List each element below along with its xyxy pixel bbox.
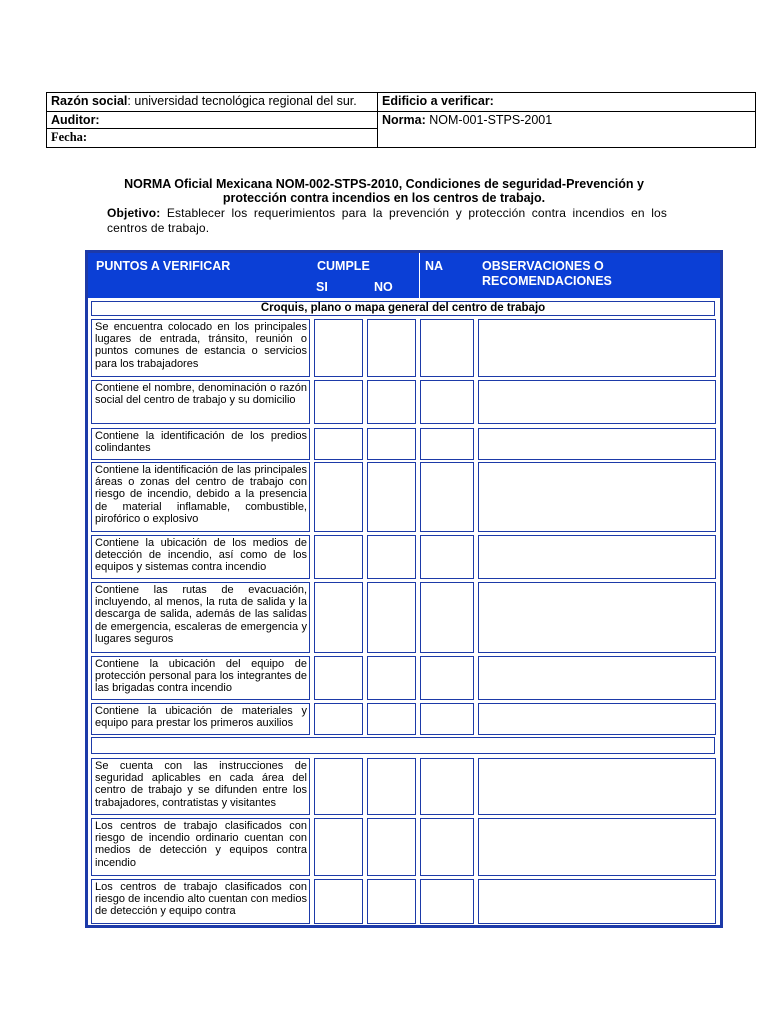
na-checkbox-cell[interactable] [420,703,474,735]
observations-field[interactable] [478,380,716,424]
si-checkbox-cell[interactable] [314,319,363,377]
observations-field[interactable] [478,879,716,924]
no-checkbox-cell[interactable] [367,656,416,700]
edificio-cell [378,93,756,112]
no-checkbox-cell[interactable] [367,703,416,735]
no-checkbox-cell[interactable] [367,380,416,424]
table-row [88,535,720,579]
observations-field[interactable] [478,703,716,735]
observations-field[interactable] [478,656,716,700]
objective-label: Objetivo: [107,206,161,220]
norma-value: NOM-001-STPS-2001 [425,113,553,127]
observations-field[interactable] [478,758,716,815]
si-checkbox-cell[interactable] [314,535,363,579]
row-description: Contiene la ubicación de los medios de detección de incendio, así como de los equipos y sistemas contra incendio [91,535,310,579]
razon-social-cell [47,93,378,112]
auditor-label: Auditor: [51,113,100,127]
si-checkbox-cell[interactable] [314,656,363,700]
observations-field[interactable] [478,535,716,579]
section-blank [91,737,715,754]
na-checkbox-cell[interactable] [420,582,474,653]
observations-field[interactable] [478,319,716,377]
section-croquis: Croquis, plano o mapa general del centro de trabajo [91,301,715,316]
header-divider [419,253,420,298]
table-row [88,879,720,924]
checklist-table [85,250,723,928]
razon-social-label: Razón social [51,94,128,108]
na-checkbox-cell[interactable] [420,879,474,924]
fecha-cell [47,129,378,148]
objective-text: Establecer los requerimientos para la prevención y protección contra incendios en los centros de trabajo. [107,206,667,235]
header-si: SI [316,280,328,294]
checklist-header [88,253,720,298]
edificio-label: Edificio a verificar: [382,94,494,108]
no-checkbox-cell[interactable] [367,758,416,815]
fecha-label: Fecha: [51,130,88,144]
si-checkbox-cell[interactable] [314,462,363,532]
na-checkbox-cell[interactable] [420,656,474,700]
norma-cell [378,112,756,148]
na-checkbox-cell[interactable] [420,462,474,532]
si-checkbox-cell[interactable] [314,703,363,735]
auditor-cell [47,112,378,129]
no-checkbox-cell[interactable] [367,462,416,532]
row-description: Se encuentra colocado en los principales lugares de entrada, tránsito, reunión o puntos comunes de estancia o servicios para los trabajadores [91,319,310,377]
si-checkbox-cell[interactable] [314,758,363,815]
header-cumple: CUMPLE [317,259,370,273]
norma-label: Norma: [382,113,426,127]
table-row [88,582,720,653]
header-puntos: PUNTOS A VERIFICAR [96,259,231,273]
no-checkbox-cell[interactable] [367,428,416,460]
si-checkbox-cell[interactable] [314,879,363,924]
na-checkbox-cell[interactable] [420,319,474,377]
table-row [88,319,720,377]
razon-social-value: : universidad tecnológica regional del sur. [127,94,357,108]
no-checkbox-cell[interactable] [367,818,416,876]
na-checkbox-cell[interactable] [420,428,474,460]
document-title: NORMA Oficial Mexicana NOM-002-STPS-2010, Condiciones de seguridad-Prevención y protección contra incendios en los centros de trabajo. [124,177,644,205]
table-row [88,818,720,876]
row-description: Los centros de trabajo clasificados con riesgo de incendio ordinario cuentan con medios de detección y equipos contra incendio [91,818,310,876]
table-row [88,656,720,700]
no-checkbox-cell[interactable] [367,582,416,653]
table-row [88,380,720,424]
si-checkbox-cell[interactable] [314,380,363,424]
si-checkbox-cell[interactable] [314,582,363,653]
row-description: Contiene la identificación de las principales áreas o zonas del centro de trabajo con riesgo de incendio, debido a la presencia de material inflamable, combustible, pirofórico o explosivo [91,462,310,532]
table-row [88,703,720,735]
na-checkbox-cell[interactable] [420,380,474,424]
header-observaciones: OBSERVACIONES O RECOMENDACIONES [482,259,612,288]
header-info-table [46,92,756,148]
row-description: Contiene la ubicación del equipo de protección personal para los integrantes de las brigadas contra incendio [91,656,310,700]
row-description: Contiene la ubicación de materiales y equipo para prestar los primeros auxilios [91,703,310,735]
header-na: NA [425,259,444,273]
table-row [88,758,720,815]
table-row [88,462,720,532]
objective-paragraph [107,206,667,236]
no-checkbox-cell[interactable] [367,879,416,924]
row-description: Se cuenta con las instrucciones de seguridad aplicables en cada área del centro de trabajo y se difunden entre los trabajadores, contratistas y visitantes [91,758,310,815]
header-no: NO [374,280,393,294]
row-description: Contiene el nombre, denominación o razón social del centro de trabajo y su domicilio [91,380,310,424]
no-checkbox-cell[interactable] [367,535,416,579]
observations-field[interactable] [478,462,716,532]
observations-field[interactable] [478,428,716,460]
na-checkbox-cell[interactable] [420,535,474,579]
no-checkbox-cell[interactable] [367,319,416,377]
si-checkbox-cell[interactable] [314,818,363,876]
si-checkbox-cell[interactable] [314,428,363,460]
row-description: Contiene las rutas de evacuación, incluyendo, al menos, la ruta de salida y la descarga de salida, además de las salidas de emergencia, escaleras de emergencia y lugares seguros [91,582,310,653]
na-checkbox-cell[interactable] [420,758,474,815]
row-description: Contiene la identificación de los predios colindantes [91,428,310,460]
na-checkbox-cell[interactable] [420,818,474,876]
observations-field[interactable] [478,582,716,653]
observations-field[interactable] [478,818,716,876]
row-description: Los centros de trabajo clasificados con riesgo de incendio alto cuentan con medios de detección y equipo contra [91,879,310,924]
table-row [88,428,720,460]
